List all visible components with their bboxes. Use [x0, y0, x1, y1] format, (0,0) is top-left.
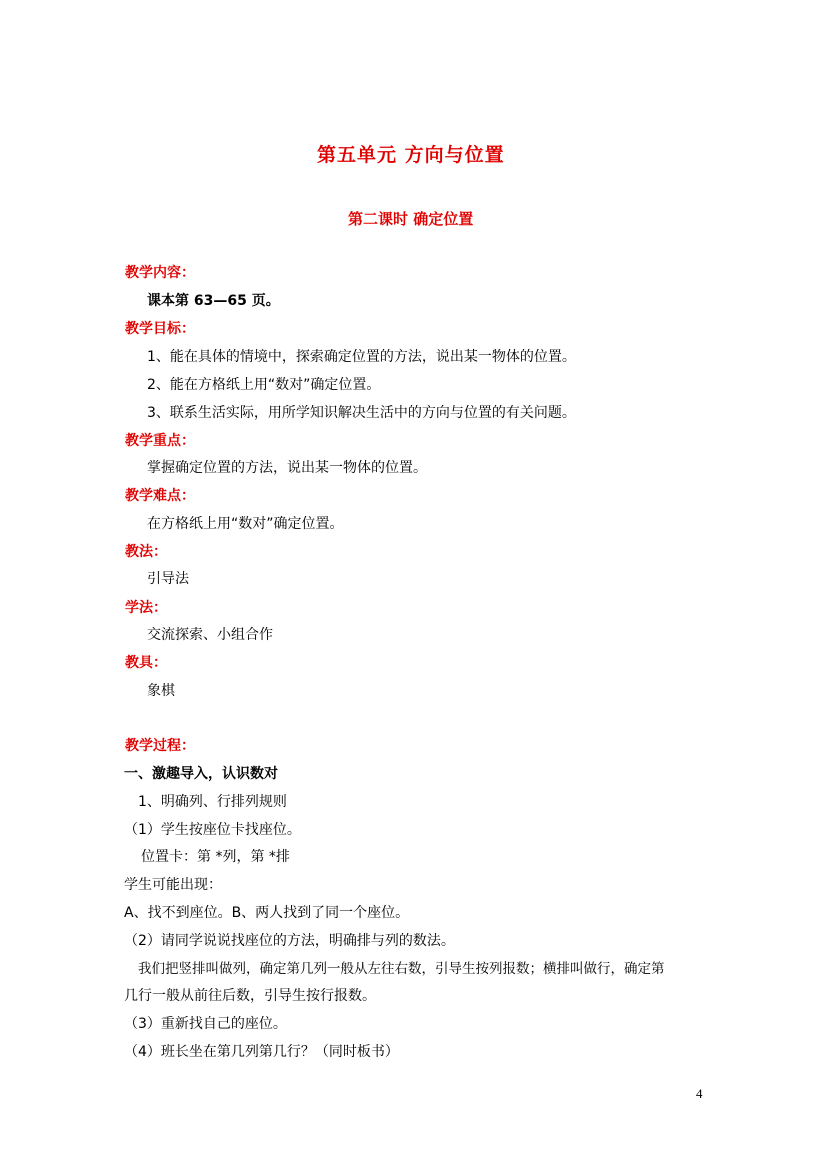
method-text: 引导法 [147, 571, 189, 587]
key-text: 掌握确定位置的方法，说出某一物体的位置。 [147, 460, 427, 476]
part1-line: 学生可能出现： [124, 877, 222, 893]
part1-line: （1）学生按座位卡找座位。 [124, 822, 301, 838]
goal-item-1: 1、能在具体的情境中，探索确定位置的方法，说出某一物体的位置。 [147, 349, 576, 365]
method-heading: 教法： [125, 544, 167, 560]
content-text: 课本第 63—65 页。 [147, 293, 280, 309]
difficulty-text: 在方格纸上用“数对”确定位置。 [147, 516, 344, 532]
part1-line: 几行一般从前往后数，引导生按行报数。 [124, 988, 376, 1004]
part1-line: 1、明确列、行排列规则 [138, 794, 287, 810]
part1-heading: 一、激趣导入，认识数对 [124, 766, 278, 782]
goal-item-3: 3、联系生活实际，用所学知识解决生活中的方向与位置的有关问题。 [147, 405, 576, 421]
difficulty-heading: 教学难点： [125, 488, 195, 504]
page-title: 第五单元 方向与位置 [317, 144, 505, 166]
lesson-subtitle: 第二课时 确定位置 [348, 210, 474, 228]
learning-text: 交流探索、小组合作 [147, 627, 273, 643]
part1-line: 位置卡：第 *列，第 *排 [141, 849, 290, 865]
part1-line: （3）重新找自己的座位。 [124, 1016, 287, 1032]
content-heading: 教学内容： [125, 265, 195, 281]
part1-line: 我们把竖排叫做列，确定第几列一般从左往右数，引导生按列报数；横排叫做行，确定第 [138, 961, 665, 977]
learning-heading: 学法： [125, 600, 167, 616]
part1-line: （2）请同学说说找座位的方法，明确排与列的数法。 [124, 933, 455, 949]
page-number: 4 [696, 1086, 703, 1101]
tools-heading: 教具： [125, 655, 167, 671]
key-heading: 教学重点： [125, 433, 195, 449]
part1-line: A、找不到座位。B、两人找到了同一个座位。 [124, 905, 410, 921]
goals-heading: 教学目标： [125, 321, 195, 337]
goal-item-2: 2、能在方格纸上用“数对”确定位置。 [147, 377, 381, 393]
tools-text: 象棋 [147, 683, 175, 699]
process-heading: 教学过程： [125, 738, 195, 754]
part1-line: （4）班长坐在第几列第几行？（同时板书） [124, 1044, 399, 1060]
